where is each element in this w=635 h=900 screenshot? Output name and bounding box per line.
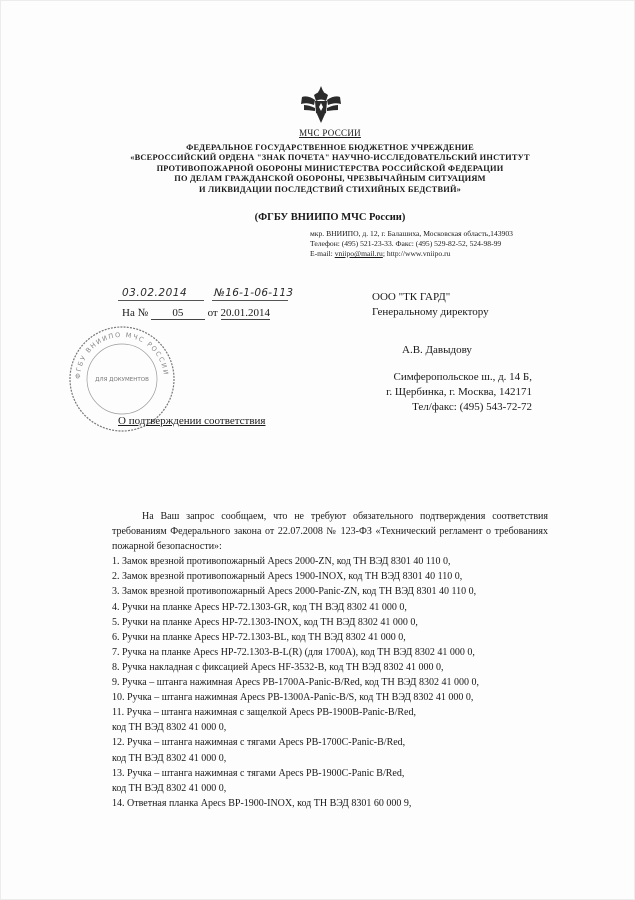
body-intro: На Ваш запрос сообщаем, что не требуют обязательного подтверждения соответствия требованиям Федерального закона от 22.07.2008 № 123-ФЗ «Технический регламент о требованиях пожарной безопасности»: (112, 511, 548, 553)
org-web-line (310, 249, 610, 259)
list-item: 3. Замок врезной противопожарный Apecs 2000-Panic-ZN, код ТН ВЭД 8301 40 110 0, (112, 586, 477, 598)
outgoing-date: 03.02.2014 (122, 287, 188, 299)
addressee-company: ООО "ТК ГАРД" (372, 291, 451, 303)
website-link[interactable]: ; http://www.vniipo.ru (382, 249, 451, 258)
addressee-street: Симферопольское ш., д. 14 Б, (393, 371, 532, 383)
addressee-city: г. Щербинка, г. Москва, 142171 (386, 386, 532, 398)
na-label: На № (122, 307, 149, 319)
org-line: ПО ДЕЛАМ ГРАЖДАНСКОЙ ОБОРОНЫ, ЧРЕЗВЫЧАЙНЫМ СИТУАЦИЯМ (174, 174, 486, 183)
na-number: 05 (151, 307, 205, 320)
org-line: ФЕДЕРАЛЬНОЕ ГОСУДАРСТВЕННОЕ БЮДЖЕТНОЕ УЧРЕЖДЕНИЕ (186, 142, 474, 152)
org-line: И ЛИКВИДАЦИИ ПОСЛЕДСТВИЙ СТИХИЙНЫХ БЕДСТВИЙ» (198, 184, 462, 194)
ot-date: 20.01.2014 (220, 307, 270, 319)
list-item: 5. Ручки на планке Apecs HP-72.1303-INOX, код ТН ВЭД 8302 41 000 0, (112, 616, 418, 628)
list-item: 6. Ручки на планке Apecs HP-72.1303-BL, код ТН ВЭД 8302 41 000 0, (112, 631, 406, 643)
list-item: 11. Ручка – штанга нажимная с защелкой Apecs PB-1900B-Panic-B/Red, (112, 707, 416, 719)
list-item: 2. Замок врезной противопожарный Apecs 1900-INOX, код ТН ВЭД 8301 40 110 0, (112, 571, 463, 583)
list-item: 8. Ручка накладная с фиксацией Apecs HF-3532-B, код ТН ВЭД 8302 41 000 0, (112, 661, 444, 673)
list-item: 12. Ручка – штанга нажимная с тягами Apecs PB-1700C-Panic-B/Red, (112, 737, 406, 749)
list-item: 7. Ручка на планке Apecs HP-72.1303-B-L(R) (для 1700A), код ТН ВЭД 8302 41 000 0, (112, 646, 475, 658)
letter-body (112, 509, 548, 811)
email-link[interactable]: vniipo@mail.ru (334, 249, 383, 258)
number-underline (212, 300, 288, 301)
date-underline (118, 300, 204, 301)
list-item: 13. Ручка – штанга нажимная с тягами Apecs PB-1900C-Panic B/Red, (112, 767, 405, 779)
addressee-position: Генеральному директору (372, 306, 489, 318)
emercom-emblem-icon (296, 83, 346, 125)
list-item: 14. Ответная планка Apecs BP-1900-INOX, код ТН ВЭД 8301 60 000 9, (112, 797, 412, 809)
org-contacts (310, 229, 610, 259)
list-item: код ТН ВЭД 8302 41 000 0, (112, 782, 227, 794)
list-item: код ТН ВЭД 8302 41 000 0, (112, 752, 227, 764)
letter-subject: О подтверждении соответствия (118, 415, 266, 427)
ot-label: от (207, 307, 218, 319)
incoming-reference (122, 307, 270, 320)
list-item: 4. Ручки на планке Apecs HP-72.1303-GR, код ТН ВЭД 8302 41 000 0, (112, 601, 407, 613)
list-item: 9. Ручка – штанга нажимная Apecs PB-1700A-Panic-B/Red, код ТН ВЭД 8302 41 000 0, (112, 677, 479, 689)
email-label: E-mail: (310, 249, 335, 258)
org-phones: Телефон: (495) 521-23-33. Факс: (495) 529-82-52, 524-98-99 (310, 239, 502, 248)
org-short-name: (ФГБУ ВНИИПО МЧС России) (254, 212, 406, 223)
org-address: мкр. ВНИИПО, д. 12, г. Балашиха, Московская область,143903 (310, 229, 513, 238)
addressee-phone: Тел/факс: (495) 543-72-72 (412, 401, 532, 413)
org-line: «ВСЕРОССИЙСКИЙ ОРДЕНА "ЗНАК ПОЧЕТА" НАУЧНО-ИССЛЕДОВАТЕЛЬСКИЙ ИНСТИТУТ (130, 153, 530, 162)
stamp-ring-text: ФГБУ ВНИИПО МЧС РОССИИ (73, 330, 170, 380)
list-item: код ТН ВЭД 8302 41 000 0, (112, 722, 227, 734)
stamp-center-label: ДЛЯ ДОКУМЕНТОВ (95, 377, 149, 383)
addressee-name: А.В. Давыдову (402, 344, 472, 356)
org-line: ПРОТИВОПОЖАРНОЙ ОБОРОНЫ МИНИСТЕРСТВА РОССИЙСКОЙ ФЕДЕРАЦИИ (156, 163, 504, 173)
list-item: 1. Замок врезной противопожарный Apecs 2000-ZN, код ТН ВЭД 8301 40 110 0, (112, 556, 451, 568)
addressee-address (370, 370, 532, 415)
list-item: 10. Ручка – штанга нажимная Apecs PB-1300A-Panic-B/S, код ТН ВЭД 8302 41 000 0, (112, 692, 474, 704)
addressee-header (372, 290, 489, 320)
outgoing-number: №16-1-06-113 (214, 287, 294, 299)
organization-header (60, 128, 600, 195)
ministry-name: МЧС РОССИИ (299, 128, 361, 138)
